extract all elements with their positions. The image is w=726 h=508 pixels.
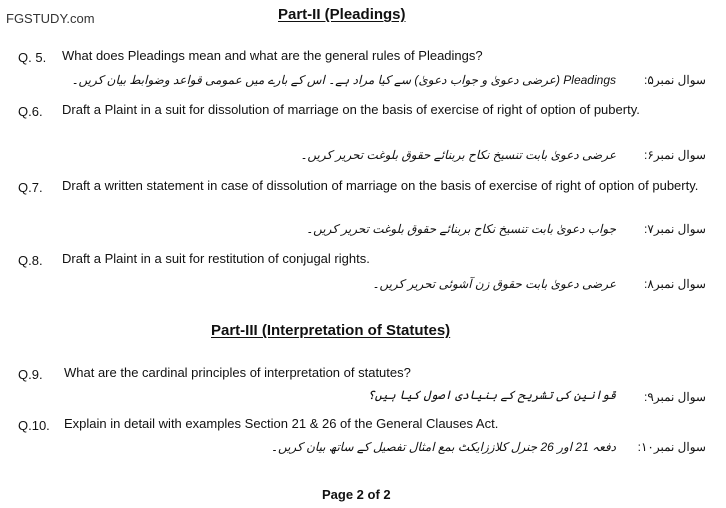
- question-8-number: Q.8.: [18, 253, 43, 268]
- question-9-urdu-label: سوال نمبر۹:: [644, 390, 706, 404]
- question-7-urdu-label: سوال نمبر۷:: [644, 222, 706, 236]
- question-9-urdu-text: قوانین کی تشریح کے بنیادی اصول کیا ہیں؟: [367, 388, 616, 402]
- question-7-number: Q.7.: [18, 180, 43, 195]
- question-9-text: What are the cardinal principles of interpretation of statutes?: [64, 365, 411, 380]
- question-10-urdu-text: دفعہ 21 اور 26 جنرل کلاززایکٹ بمع امثال تفصیل کے ساتھ بیان کریں۔: [270, 440, 616, 454]
- question-6-urdu-text: عرضی دعویٰ بابت تنسیخ نکاح بربنائے حقوق بلوغت تحریر کریں۔: [300, 148, 616, 162]
- question-8-urdu-label: سوال نمبر۸:: [644, 277, 706, 291]
- part-ii-title: Part-II (Pleadings): [278, 6, 406, 23]
- question-7-urdu-text: جواب دعویٰ بابت تنسیخ نکاح بربنائے حقوق بلوغت تحریر کریں۔: [306, 222, 616, 236]
- site-watermark: FGSTUDY.com: [6, 11, 95, 26]
- question-10-urdu-label: سوال نمبر۱۰:: [637, 440, 706, 454]
- question-7-text: Draft a written statement in case of dissolution of marriage on the basis of exercise of right of option of puberty.: [62, 178, 699, 193]
- question-6-number: Q.6.: [18, 104, 43, 119]
- question-5-text: What does Pleadings mean and what are the general rules of Pleadings?: [62, 48, 483, 63]
- question-9-number: Q.9.: [18, 367, 43, 382]
- question-6-urdu-label: سوال نمبر۶:: [644, 148, 706, 162]
- question-10-text: Explain in detail with examples Section 21 & 26 of the General Clauses Act.: [64, 416, 499, 431]
- question-5-urdu-text: Pleadings (عرضی دعویٰ و جواب دعویٰ) سے کیا مراد ہے۔ اس کے بارے میں عمومی قواعد وضوابط بیان کریں۔: [71, 73, 616, 87]
- question-5-number: Q. 5.: [18, 50, 47, 65]
- question-8-urdu-text: عرضی دعویٰ بابت حقوق زن آشوئی تحریر کریں۔: [372, 277, 616, 291]
- question-5-urdu-label: سوال نمبر۵:: [644, 73, 706, 87]
- page-number: Page 2 of 2: [322, 487, 391, 502]
- question-6-text: Draft a Plaint in a suit for dissolution of marriage on the basis of exercise of right of option of puberty.: [62, 102, 640, 117]
- part-iii-title: Part-III (Interpretation of Statutes): [211, 322, 451, 339]
- question-10-number: Q.10.: [18, 418, 50, 433]
- question-8-text: Draft a Plaint in a suit for restitution of conjugal rights.: [62, 251, 370, 266]
